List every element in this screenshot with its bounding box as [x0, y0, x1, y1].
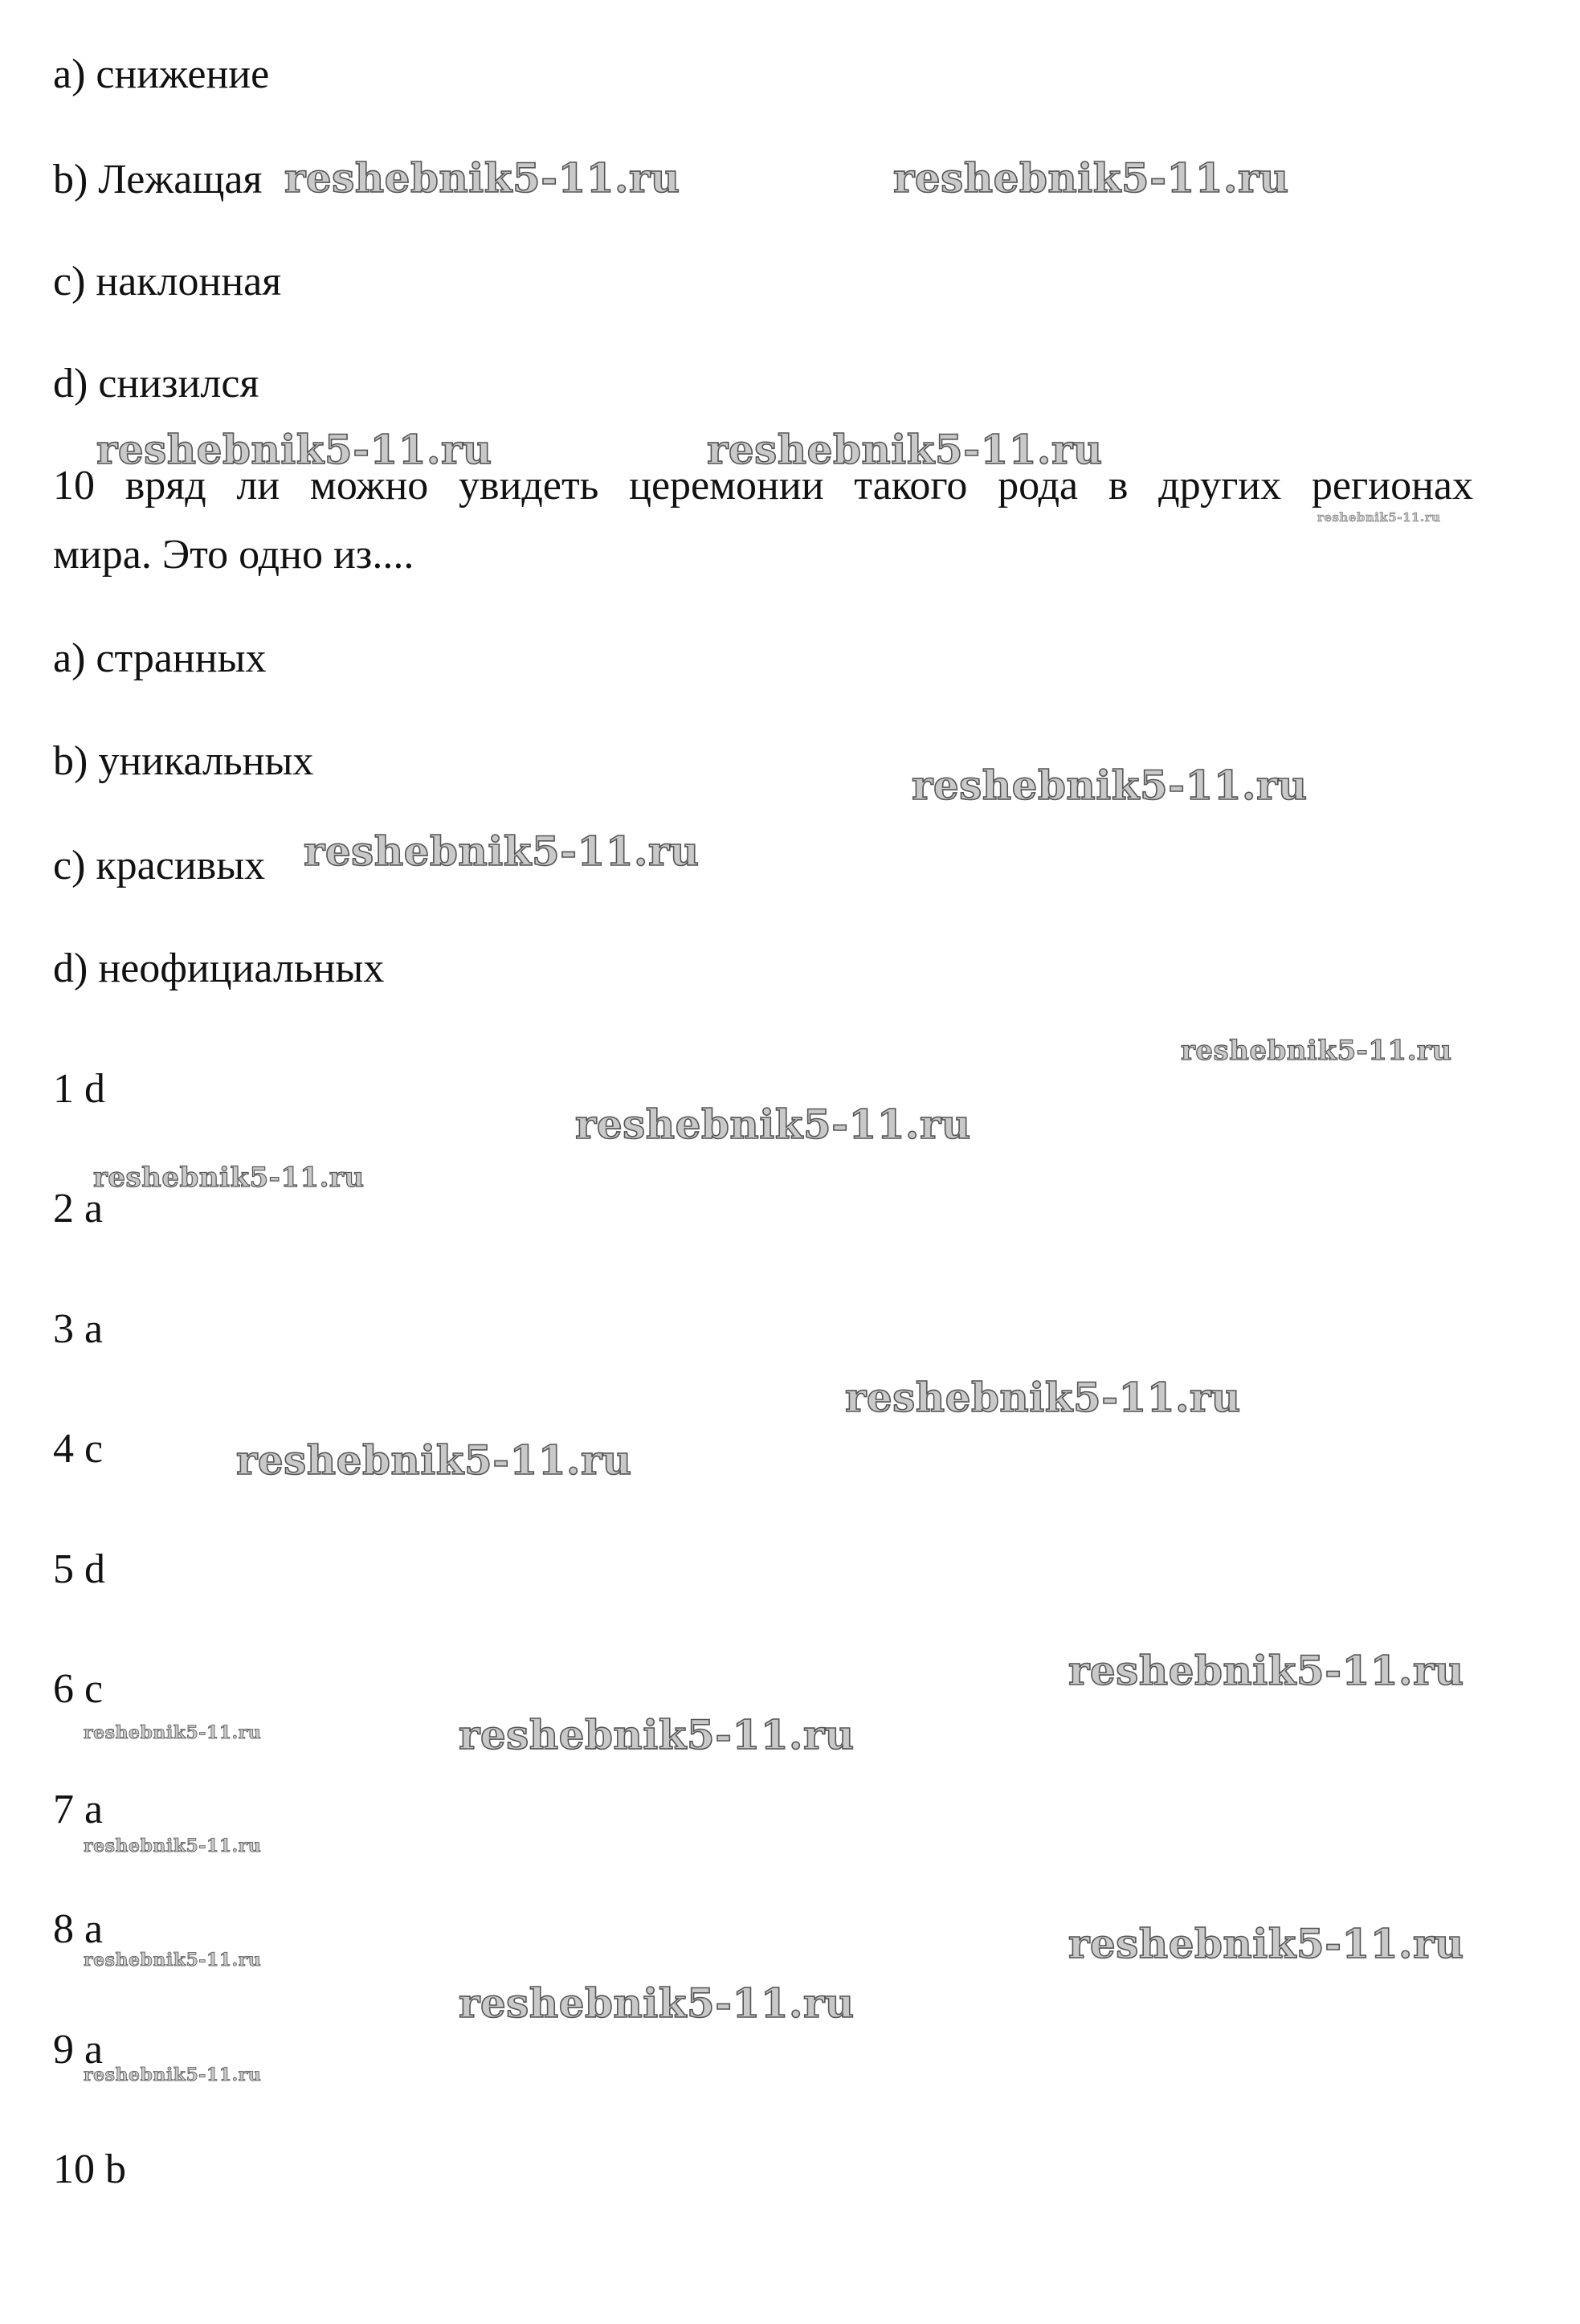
- option-9a: a) снижение: [53, 51, 270, 97]
- watermark: reshebnik5-11.ru: [575, 1101, 971, 1148]
- watermark: reshebnik5-11.ru: [459, 1711, 855, 1758]
- watermark: reshebnik5-11.ru: [1068, 1920, 1464, 1967]
- watermark: reshebnik5-11.ru: [84, 2065, 262, 2085]
- answer-4: 4 c: [53, 1426, 104, 1472]
- answer-7: 7 a: [53, 1787, 104, 1832]
- option-10c: c) красивых: [53, 843, 266, 888]
- answer-10: 10 b: [53, 2146, 126, 2192]
- watermark: reshebnik5-11.ru: [1317, 510, 1441, 525]
- answer-1: 1 d: [53, 1066, 105, 1112]
- answer-8: 8 a: [53, 1906, 104, 1952]
- option-9b: b) Лежащая: [53, 157, 263, 202]
- watermark: reshebnik5-11.ru: [845, 1374, 1241, 1421]
- watermark: reshebnik5-11.ru: [93, 1162, 365, 1194]
- watermark: reshebnik5-11.ru: [1181, 1035, 1452, 1067]
- answer-3: 3 a: [53, 1306, 104, 1352]
- watermark: reshebnik5-11.ru: [84, 1722, 262, 1743]
- option-9c: c) наклонная: [53, 259, 282, 304]
- answer-2: 2 a: [53, 1186, 104, 1231]
- option-10a: a) странных: [53, 635, 267, 681]
- watermark: reshebnik5-11.ru: [236, 1436, 632, 1484]
- answer-9: 9 a: [53, 2027, 104, 2073]
- option-10b: b) уникальных: [53, 738, 314, 784]
- question-10-line-1: 10 вряд ли можно увидеть церемонии такого рода в других регионах: [53, 463, 1473, 509]
- watermark: reshebnik5-11.ru: [893, 154, 1289, 202]
- watermark: reshebnik5-11.ru: [84, 1950, 262, 1971]
- watermark: reshebnik5-11.ru: [96, 426, 492, 473]
- answer-5: 5 d: [53, 1546, 105, 1592]
- answer-6: 6 c: [53, 1666, 104, 1712]
- watermark: reshebnik5-11.ru: [912, 762, 1308, 809]
- watermark: reshebnik5-11.ru: [84, 1836, 262, 1856]
- option-10d: d) неофициальных: [53, 946, 385, 991]
- watermark: reshebnik5-11.ru: [1068, 1647, 1464, 1694]
- watermark: reshebnik5-11.ru: [304, 827, 700, 875]
- question-10-line-2: мира. Это одно из....: [53, 532, 414, 578]
- watermark: reshebnik5-11.ru: [459, 1979, 855, 2027]
- option-9d: d) снизился: [53, 361, 259, 406]
- watermark: reshebnik5-11.ru: [284, 154, 680, 202]
- watermark: reshebnik5-11.ru: [707, 426, 1103, 473]
